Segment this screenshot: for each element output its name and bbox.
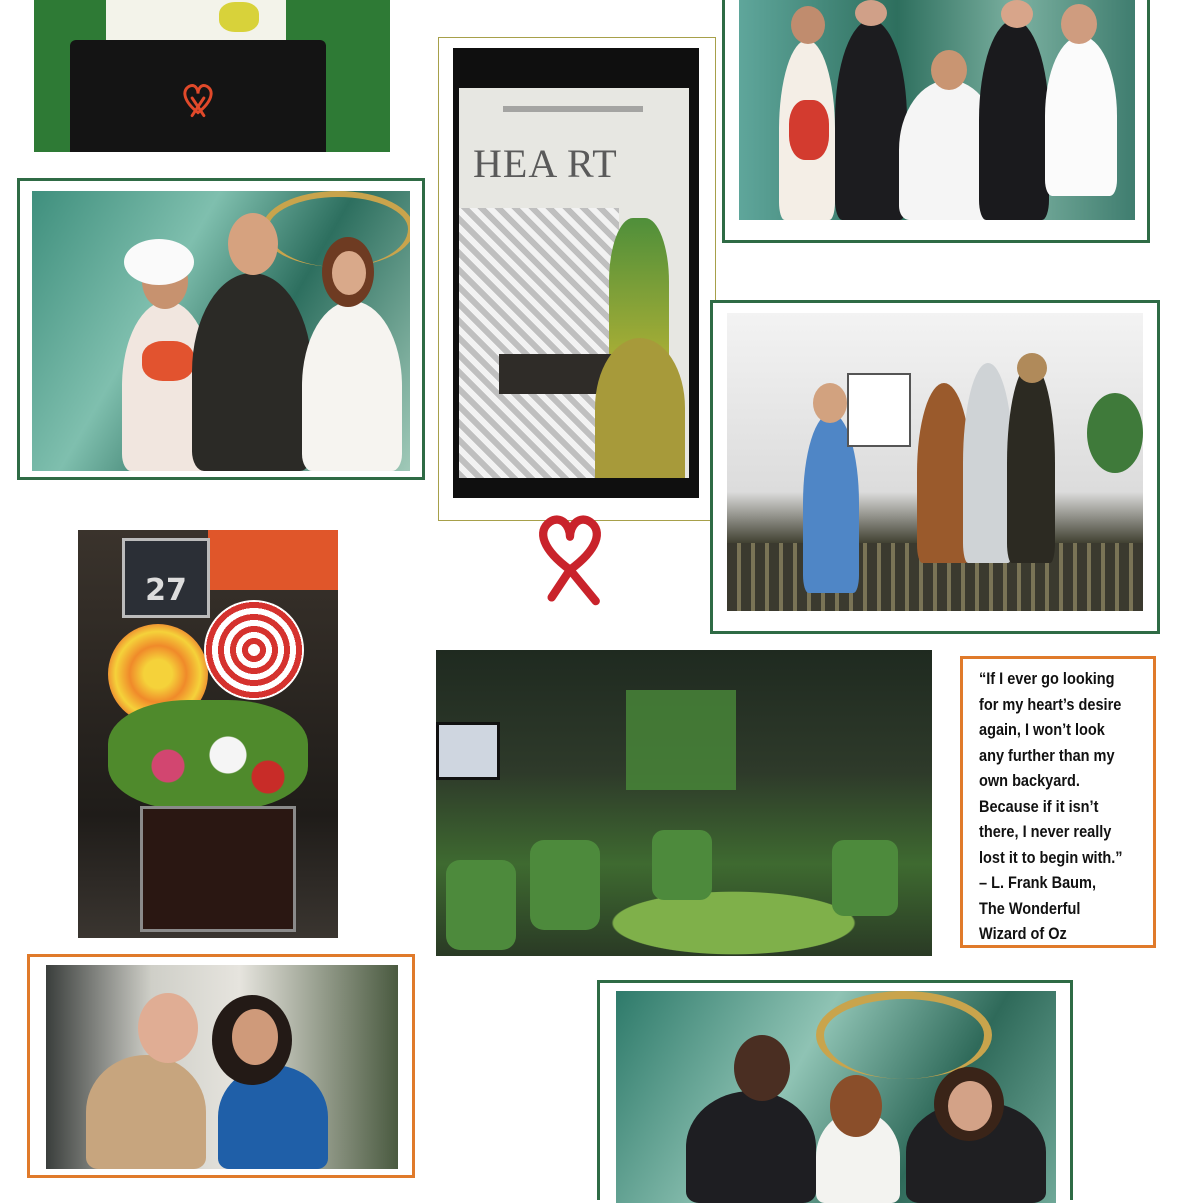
photo-frame-trio [17,178,425,480]
photo-frame-couple [27,954,415,1178]
photo-trio-bottom [616,991,1056,1203]
photo-trio [32,191,410,471]
quote-text: “If I ever go looking for my heart’s desire again, I won’t look any further than my own backyard. Because if it isn’t there, I never really lost it to begin with.” – L. Frank Baum, The Wonderful Wizard of Oz [979,670,1123,943]
heart-ribbon-icon [524,500,616,612]
photo-centerpiece [78,530,338,938]
poster-title: HEA RT [473,141,618,186]
photo-frame-group [722,0,1150,243]
photo-banquet-room [436,650,932,956]
photo-oz-characters [727,313,1143,611]
photo-couple [46,965,398,1169]
jersey [122,538,210,618]
photo-frame-oz [710,300,1160,634]
heart-ribbon-icon [176,76,220,120]
jersey-number: 27 [145,573,187,608]
quote-box [960,656,1156,948]
poster [453,48,699,498]
photo-podium [34,0,390,152]
photo-frame-trio-bottom [597,980,1073,1200]
photo-frame-poster [438,37,716,521]
photo-group [739,0,1135,220]
